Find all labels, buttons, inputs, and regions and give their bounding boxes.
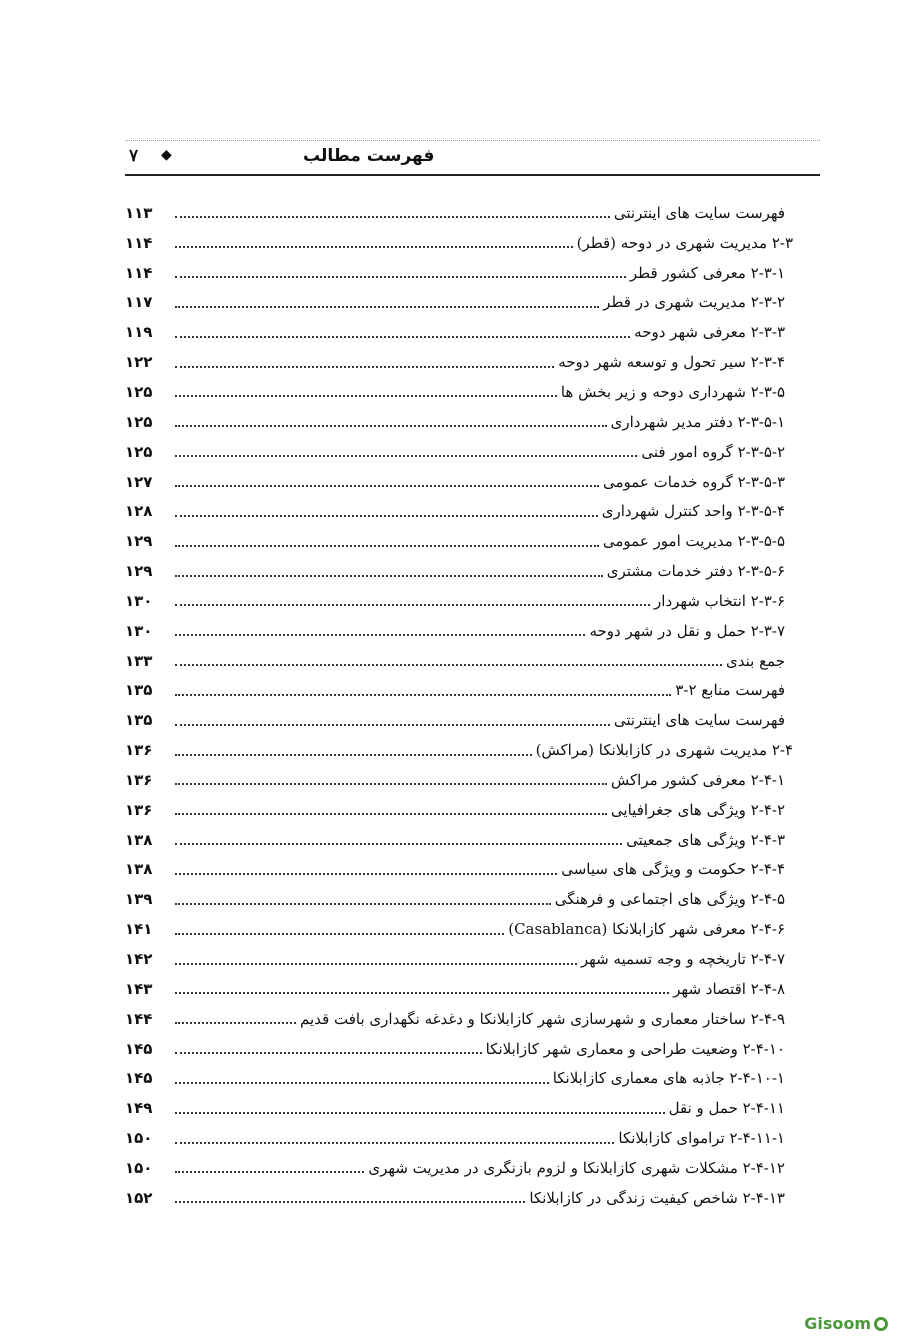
toc-entry[interactable]: [125, 944, 785, 974]
toc-dot-leader: [175, 664, 722, 666]
toc-entry-page: ۱۱۳: [125, 203, 153, 222]
toc-entry[interactable]: [125, 825, 785, 855]
toc-entry-page: ۱۲۵: [125, 412, 153, 431]
toc-entry-page: ۱۱۴: [125, 233, 153, 252]
toc-entry-title: ۲-۴-۱۱-۱ ترامواى کازابلانکا: [614, 1129, 785, 1147]
toc-dot-leader: [175, 873, 557, 875]
toc-dot-leader: [175, 933, 504, 935]
toc-dot-leader: [175, 963, 577, 965]
toc-entry-title: جمع بندی: [722, 652, 785, 670]
toc-entry[interactable]: [125, 884, 785, 914]
toc-dot-leader: [175, 1142, 614, 1144]
toc-entry-page: ۱۳۰: [125, 621, 153, 640]
toc-entry-page: ۱۳۰: [125, 591, 153, 610]
toc-dot-leader: [175, 1171, 364, 1173]
toc-entry[interactable]: [125, 228, 793, 258]
toc-entry-page: ۱۳۵: [125, 711, 153, 730]
toc-dot-leader: [175, 604, 650, 606]
toc-entry-title: فهرست منابع ۲-۳: [671, 681, 785, 699]
toc-entry[interactable]: [125, 705, 785, 735]
toc-dot-leader: [175, 903, 551, 905]
toc-entry-page: ۱۴۹: [125, 1099, 153, 1118]
toc-entry-title: ۲-۳-۵-۶ دفتر خدمات مشتری: [603, 562, 785, 580]
toc-entry[interactable]: [125, 1063, 785, 1093]
toc-dot-leader: [175, 575, 603, 577]
watermark-circle-icon: [874, 1317, 888, 1331]
toc-dot-leader: [175, 634, 585, 636]
toc-entry-title: ۲-۳-۵-۵ مدیریت امور عمومی: [599, 532, 785, 550]
toc-entry-title: ۲-۳-۵-۴ واحد کنترل شهرداری: [598, 502, 785, 520]
toc-entry-page: ۱۳۵: [125, 681, 153, 700]
toc-entry-page: ۱۱۷: [125, 293, 153, 312]
toc-dot-leader: [175, 425, 607, 427]
toc-entry-page: ۱۳۶: [125, 800, 153, 819]
toc-entry[interactable]: [125, 586, 785, 616]
toc-entry[interactable]: [125, 288, 785, 318]
toc-dot-leader: [175, 1052, 482, 1054]
toc-entry-title: ۲-۴-۲ ویژگی های جغرافیایی: [607, 801, 785, 819]
toc-entry-page: ۱۳۹: [125, 890, 153, 909]
header-top-rule: [125, 140, 820, 141]
toc-dot-leader: [175, 694, 671, 696]
toc-entry[interactable]: [125, 526, 785, 556]
toc-entry-title: فهرست سایت های اینترنتی: [610, 711, 785, 729]
toc-entry[interactable]: [125, 347, 785, 377]
toc-entry-page: ۱۵۰: [125, 1129, 153, 1148]
toc-entry-page: ۱۲۲: [125, 353, 153, 372]
toc-dot-leader: [175, 992, 669, 994]
toc-entry-title: ۲-۳-۱ معرفی کشور قطر: [626, 264, 785, 282]
toc-entry-title: ۲-۳-۷ حمل و نقل در شهر دوحه: [585, 622, 785, 640]
toc-entry-page: ۱۱۹: [125, 323, 153, 342]
toc-entry-title: ۲-۳-۴ سیر تحول و توسعه شهر دوحه: [554, 353, 785, 371]
toc-entry-page: ۱۴۱: [125, 920, 153, 939]
toc-dot-leader: [175, 216, 610, 218]
toc-dot-leader: [175, 246, 573, 248]
toc-entry[interactable]: [125, 407, 785, 437]
toc-entry-page: ۱۴۳: [125, 979, 153, 998]
toc-entry[interactable]: [125, 646, 785, 676]
toc-entry-title: ۲-۳-۲ مدیریت شهری در قطر: [599, 293, 785, 311]
toc-dot-leader: [175, 455, 637, 457]
toc-entry[interactable]: [125, 795, 785, 825]
toc-entry[interactable]: [125, 676, 785, 706]
toc-entry-title: ۲-۴-۱۰ وضعیت طراحی و معماری شهر کازابلانکا: [482, 1040, 785, 1058]
diamond-icon: ◆: [161, 147, 172, 163]
toc-entry-page: ۱۲۷: [125, 472, 153, 491]
toc-entry-title: ۲-۳-۵-۲ گروه امور فنی: [637, 443, 785, 461]
toc-entry-page: ۱۳۶: [125, 770, 153, 789]
toc-entry-title: فهرست سایت های اینترنتی: [610, 204, 785, 222]
toc-dot-leader: [175, 1022, 296, 1024]
toc-entry-title: ۲-۴-۴ حکومت و ویژگی های سیاسی: [557, 860, 785, 878]
watermark-logo: [804, 1314, 888, 1333]
toc-entry-page: ۱۴۵: [125, 1069, 153, 1088]
toc-dot-leader: [175, 843, 622, 845]
watermark-text: Gisoom: [804, 1314, 871, 1333]
toc-entry-title: ۲-۴-۶ معرفی شهر کازابلانکا (Casablanca): [504, 920, 785, 938]
toc-entry[interactable]: [125, 1183, 785, 1213]
toc-entry-page: ۱۲۹: [125, 562, 153, 581]
toc-entry[interactable]: [125, 377, 785, 407]
toc-dot-leader: [175, 366, 554, 368]
toc-entry[interactable]: [125, 1123, 785, 1153]
toc-entry-page: ۱۴۵: [125, 1039, 153, 1058]
toc-entry[interactable]: [125, 1153, 785, 1183]
toc-entry-title: ۲-۴-۱۱ حمل و نقل: [665, 1099, 785, 1117]
toc-entry[interactable]: [125, 467, 785, 497]
toc-dot-leader: [175, 306, 599, 308]
toc-entry[interactable]: [125, 556, 785, 586]
toc-entry-title: ۲-۳-۶ انتخاب شهردار: [650, 592, 785, 610]
toc-entry-page: ۱۲۵: [125, 382, 153, 401]
toc-dot-leader: [175, 485, 599, 487]
toc-entry-title: ۲-۴-۷ تاریخچه و وجه تسمیه شهر: [577, 950, 785, 968]
toc-dot-leader: [175, 1112, 665, 1114]
toc-dot-leader: [175, 1201, 525, 1203]
toc-entry[interactable]: [125, 974, 785, 1004]
toc-entry-page: ۱۲۸: [125, 502, 153, 521]
toc-entry[interactable]: [125, 317, 785, 347]
toc-dot-leader: [175, 813, 607, 815]
toc-entry-page: ۱۱۴: [125, 263, 153, 282]
toc-entry-page: ۱۵۲: [125, 1188, 153, 1207]
toc-entry[interactable]: [125, 914, 785, 944]
header-title: فهرست مطالب: [303, 146, 435, 166]
toc-entry[interactable]: [125, 1004, 785, 1034]
toc-entry[interactable]: [125, 616, 785, 646]
toc-dot-leader: [175, 783, 607, 785]
toc-entry-title: ۲-۴-۱۳ شاخص کیفیت زندگی در کازابلانکا: [525, 1189, 785, 1207]
toc-entry-title: ۲-۴-۵ ویژگی های اجتماعی و فرهنگی: [551, 890, 785, 908]
toc-entry-title: ۲-۳-۵-۳ گروه خدمات عمومی: [599, 473, 785, 491]
toc-entry[interactable]: [125, 1034, 785, 1064]
toc-entry-page: ۱۳۳: [125, 651, 153, 670]
toc-dot-leader: [175, 395, 557, 397]
toc-dot-leader: [175, 336, 630, 338]
toc-entry-title: ۲-۴-۱۰-۱ جاذبه های معماری کازابلانکا: [549, 1069, 785, 1087]
toc-entry-title: ۲-۴-۸ اقتصاد شهر: [669, 980, 785, 998]
toc-entry-page: ۱۴۲: [125, 950, 153, 969]
toc-entry-page: ۱۵۰: [125, 1158, 153, 1177]
toc-entry-title: ۲-۴-۱۲ مشکلات شهری کازابلانکا و لزوم بازنگری در مدیریت شهری: [364, 1159, 785, 1177]
toc-entry-title: ۲-۳-۵ شهرداری دوحه و زیر بخش ها: [557, 383, 785, 401]
toc-entry-title: ۲-۴-۹ ساختار معماری و شهرسازی شهر کازابلانکا و دغدغه نگهداری بافت قدیم: [296, 1010, 785, 1028]
toc-entry[interactable]: [125, 198, 785, 228]
toc-entry-page: ۱۲۵: [125, 442, 153, 461]
toc-entry-page: ۱۳۶: [125, 741, 153, 760]
toc-entry-title: ۲-۴ مدیریت شهری در کازابلانکا (مراکش): [532, 741, 793, 759]
toc-dot-leader: [175, 515, 598, 517]
toc-entry-title: ۲-۳-۵-۱ دفتر مدیر شهرداری: [607, 413, 785, 431]
toc-entry[interactable]: [125, 258, 785, 288]
toc-dot-leader: [175, 545, 599, 547]
toc-entry[interactable]: [125, 1093, 785, 1123]
toc-dot-leader: [175, 724, 610, 726]
toc-entry[interactable]: [125, 437, 785, 467]
page-header: [125, 140, 820, 176]
toc-entry-title: ۲-۴-۱ معرفی کشور مراکش: [607, 771, 785, 789]
page-number: ۷: [129, 146, 139, 166]
toc-entry-title: ۲-۳-۳ معرفی شهر دوحه: [630, 323, 785, 341]
toc-entry[interactable]: [125, 765, 785, 795]
toc-entry[interactable]: [125, 496, 785, 526]
table-of-contents: [125, 198, 793, 1213]
toc-entry-page: ۱۳۸: [125, 830, 153, 849]
toc-dot-leader: [175, 276, 626, 278]
toc-dot-leader: [175, 1082, 549, 1084]
toc-entry-page: ۱۴۴: [125, 1009, 153, 1028]
toc-entry[interactable]: [125, 855, 785, 885]
toc-entry-page: ۱۳۸: [125, 860, 153, 879]
toc-entry-title: ۲-۳ مدیریت شهری در دوحه (قطر): [573, 234, 793, 252]
toc-entry[interactable]: [125, 735, 793, 765]
toc-entry-title: ۲-۴-۳ ویژگی های جمعیتی: [622, 831, 785, 849]
toc-dot-leader: [175, 754, 532, 756]
toc-entry-page: ۱۲۹: [125, 532, 153, 551]
